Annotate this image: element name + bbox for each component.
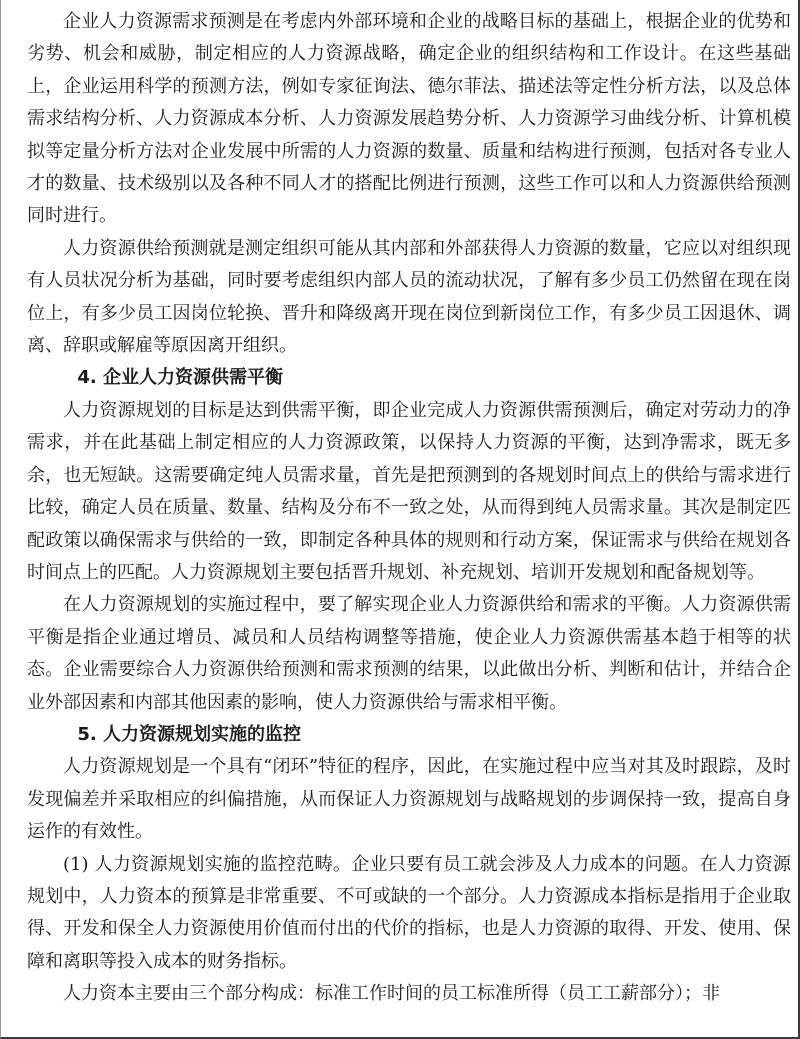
paragraph-human-capital: 人力资本主要由三个部分构成：标准工作时间的员工标准所得（员工工薪部分）；非 bbox=[63, 983, 720, 1005]
document-body bbox=[27, 6, 791, 1011]
paragraph-monitoring-scope: (1) 人力资源规划实施的监控范畴。企业只要有员工就会涉及人力成本的问题。在人力资源规划中，人力资本的预算是非常重要、不可或缺的一个部分。人力资源成本指标是指用于企业取得、开发和保全人力资源使用价值而付出的代价的指标，也是人力资源的取得、开发、使用、保障和离职等投入成本的财务指标。 bbox=[27, 853, 791, 972]
section-heading-implementation-monitoring: 5. 人力资源规划实施的监控 bbox=[77, 723, 302, 745]
paragraph-demand-forecast: 企业人力资源需求预测是在考虑内外部环境和企业的战略目标的基础上，根据企业的优势和劣势、机会和威胁，制定相应的人力资源战略，确定企业的组织结构和工作设计。在这些基础上，企业运用科学的预测方法，例如专家征询法、德尔菲法、描述法等定性分析方法，以及总体需求结构分析、人力资源成本分析、人力资源发展趋势分析、人力资源学习曲线分析、计算机模拟等定量分析方法对企业发展中所需的人力资源的数量、质量和结构进行预测，包括对各专业人才的数量、技术级别以及各种不同人才的搭配比例进行预测，这些工作可以和人力资源供给预测同时进行。 bbox=[27, 11, 791, 227]
paragraph-supply-forecast: 人力资源供给预测就是测定组织可能从其内部和外部获得人力资源的数量，它应以对组织现有人员状况分析为基础，同时要考虑组织内部人员的流动状况，了解有多少员工仍然留在现在岗位上，有多少员工因岗位轮换、晋升和降级离开现在岗位到新岗位工作，有多少员工因退休、调离、辞职或解雇等原因离开组织。 bbox=[27, 237, 791, 357]
paragraph-closed-loop: 人力资源规划是一个具有“闭环”特征的程序，因此，在实施过程中应当对其及时跟踪，及时发现偏差并采取相应的纠偏措施，从而保证人力资源规划与战略规划的步调保持一致，提高自身运作的有效性。 bbox=[27, 756, 791, 843]
paragraph-balance-implementation: 在人力资源规划的实施过程中，要了解实现企业人力资源供给和需求的平衡。人力资源供需平衡是指企业通过增员、减员和人员结构调整等措施，使企业人力资源供需基本趋于相等的状态。企业需要综合人力资源供给预测和需求预测的结果，以此做出分析、判断和估计，并结合企业外部因素和内部其他因素的影响，使人力资源供给与需求相平衡。 bbox=[27, 594, 791, 713]
section-heading-supply-demand-balance: 4. 企业人力资源供需平衡 bbox=[77, 367, 284, 389]
paragraph-balance-goal: 人力资源规划的目标是达到供需平衡，即企业完成人力资源供需预测后，确定对劳动力的净需求，并在此基础上制定相应的人力资源政策，以保持人力资源的平衡，达到净需求，既无多余，也无短缺。这需要确定纯人员需求量，首先是把预测到的各规划时间点上的供给与需求进行比较，确定人员在质量、数量、结构及分布不一致之处，从而得到纯人员需求量。其次是制定匹配政策以确保需求与供给的一致，即制定各种具体的规则和行动方案，保证需求与供给在规划各时间点上的匹配。人力资源规划主要包括晋升规划、补充规划、培训开发规划和配备规划等。 bbox=[27, 399, 791, 583]
